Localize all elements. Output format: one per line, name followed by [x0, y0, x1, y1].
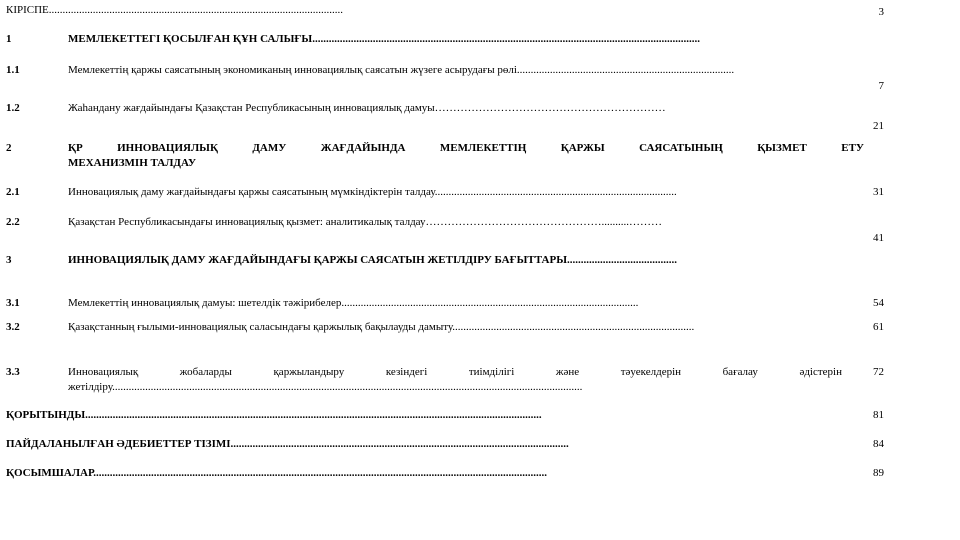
toc-page: 41	[873, 232, 884, 244]
toc-number: 2.2	[6, 216, 20, 228]
toc-number: 3	[6, 254, 12, 266]
toc-page: 61	[873, 321, 884, 333]
toc-title-line-1: Инновациялық жобаларды қаржыландыру кезіндегі тиімділігі және тәуекелдерін бағалау әдістерін	[68, 366, 842, 378]
toc-title-line-2: МЕХАНИЗМІН ТАЛДАУ	[68, 157, 197, 169]
toc-page: 81	[873, 409, 884, 421]
toc-number: 2.1	[6, 186, 20, 198]
toc-number: 1.1	[6, 64, 20, 76]
toc-title: ҚОРЫТЫНДЫ......................................................................................................................................................................	[6, 409, 542, 421]
toc-page: 54	[873, 297, 884, 309]
toc-title: Мемлекеттің қаржы саясатының экономиканың инновациялық саясатын жүзеге асырудағы рөлі...............................................................................	[68, 64, 735, 76]
toc-number: 2	[6, 142, 12, 154]
toc-title-line-1: ҚР ИННОВАЦИЯЛЫҚ ДАМУ ЖАҒДАЙЫНДА МЕМЛЕКЕТТІҢ ҚАРЖЫ САЯСАТЫНЫҢ ҚЫЗМЕТ ЕТУ	[68, 142, 864, 154]
toc-page: 89	[873, 467, 884, 479]
toc-number: 3.3	[6, 366, 20, 378]
toc-title: Инновациялық даму жағдайындағы қаржы саясатының мүмкіндіктерін талдау........................................................................................	[68, 186, 677, 198]
toc-page: 3	[878, 6, 884, 18]
toc-number: 3.1	[6, 297, 20, 309]
toc-title: ИННОВАЦИЯЛЫҚ ДАМУ ЖАҒДАЙЫНДАҒЫ ҚАРЖЫ САЯСАТЫН ЖЕТІЛДІРУ БАҒЫТТАРЫ........................................	[68, 254, 678, 266]
toc-title: Мемлекеттің инновациялық дамуы: шетелдік тәжірибелер............................................................................................................	[68, 297, 639, 309]
toc-title: МЕМЛЕКЕТТЕГІ ҚОСЫЛҒАН ҚҰН САЛЫҒЫ.............................................................................................................................................	[68, 33, 700, 45]
toc-title-line-2: жетілдіру...........................................................................................................................................................................	[68, 381, 583, 393]
toc-page: 7	[878, 80, 884, 92]
toc-title: ПАЙДАЛАНЫЛҒАН ӘДЕБИЕТТЕР ТІЗІМІ...........................................................................................................................	[6, 438, 569, 450]
toc-number: 1	[6, 33, 12, 45]
toc-title: Жаһандану жағдайындағы Қазақстан Республикасының инновациялық дамуы………………………………………………………	[68, 102, 666, 114]
toc-title: КІРІСПЕ...........................................................................................................	[6, 4, 344, 16]
toc-page: 72	[873, 366, 884, 378]
toc-page: 31	[873, 186, 884, 198]
toc-number: 1.2	[6, 102, 20, 114]
toc-title: ҚОСЫМШАЛАР.....................................................................................................................................................................	[6, 467, 548, 479]
toc-page: 21	[873, 120, 884, 132]
toc-title: Қазақстан Республикасындағы инновациялық қызмет: аналитикалық талдау…………………………………………..........………	[68, 216, 662, 228]
toc-number: 3.2	[6, 321, 20, 333]
toc-title: Қазақстанның ғылыми-инновациялық саласындағы қаржылық бақылауды дамыту........................................................................................	[68, 321, 695, 333]
toc-page: 84	[873, 438, 884, 450]
